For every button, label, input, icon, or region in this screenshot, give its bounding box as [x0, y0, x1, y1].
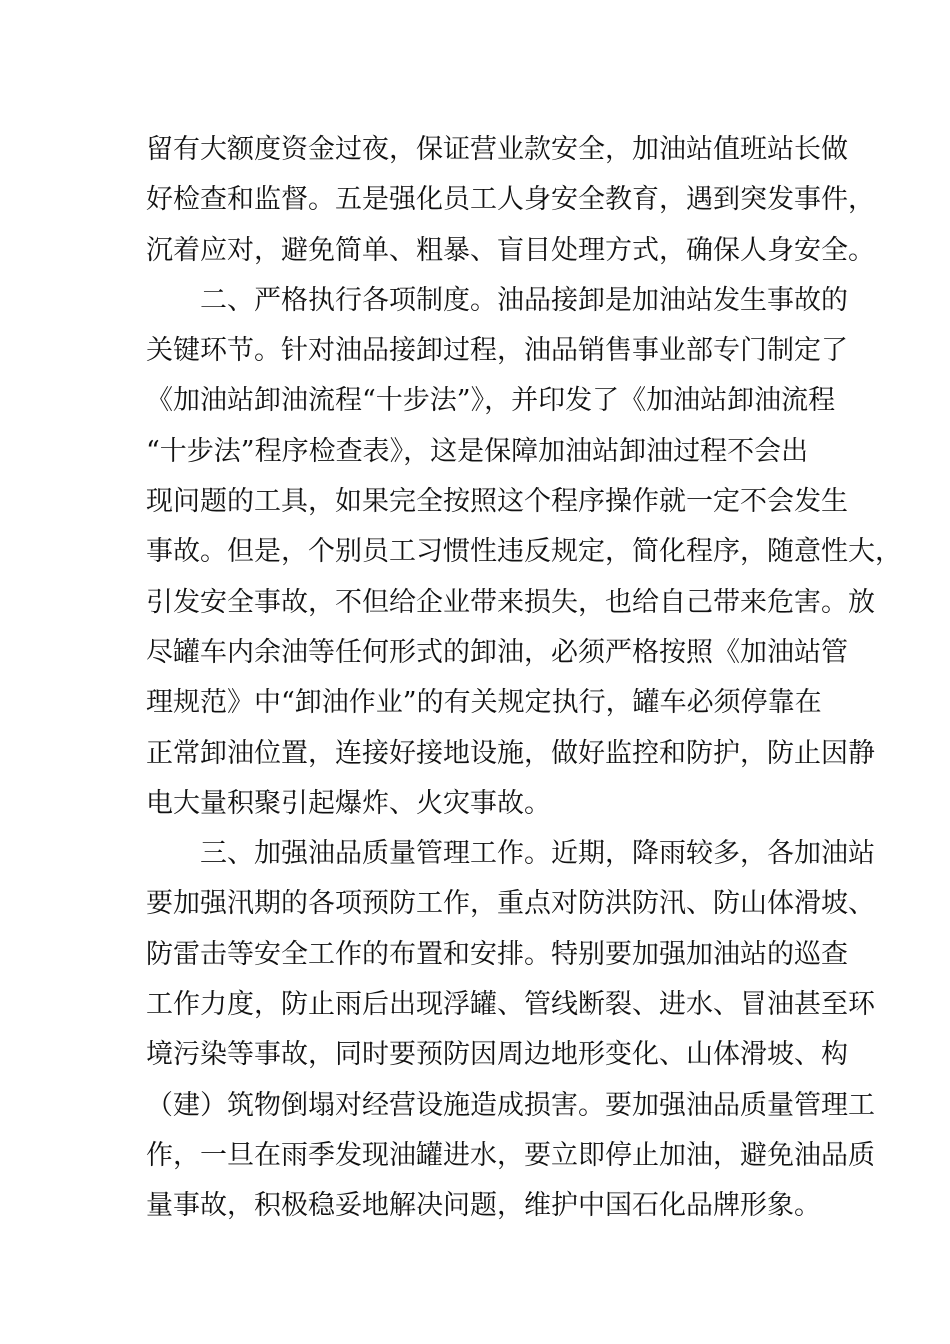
text-line: 正常卸油位置，连接好接地设施，做好监控和防护，防止因静: [146, 737, 875, 769]
text-line: （建）筑物倒塌对经营设施造成损害。要加强油品质量管理工: [146, 1089, 875, 1121]
text-line: 作，一旦在雨季发现油罐进水，要立即停止加油，避免油品质: [146, 1139, 875, 1171]
text-line: 引发安全事故，不但给企业带来损失，也给自己带来危害。放: [146, 586, 875, 618]
text-line: 境污染等事故，同时要预防因周边地形变化、山体滑坡、构: [146, 1039, 848, 1071]
text-line: 电大量积聚引起爆炸、火灾事故。: [146, 787, 551, 819]
text-line: 留有大额度资金过夜，保证营业款安全，加油站值班站长做: [146, 134, 848, 165]
text-line: 理规范》中“卸油作业”的有关规定执行，罐车必须停靠在: [146, 687, 822, 719]
text-line: 工作力度，防止雨后出现浮罐、管线断裂、进水、冒油甚至环: [146, 989, 875, 1021]
text-line: 防雷击等安全工作的布置和安排。特别要加强加油站的巡查: [146, 938, 848, 970]
text-line: 《加油站卸油流程“十步法”》，并印发了《加油站卸油流程: [146, 385, 836, 417]
text-line: 尽罐车内余油等任何形式的卸油，必须严格按照《加油站管: [146, 636, 848, 668]
body-text: [146, 125, 902, 1232]
text-line: 事故。但是，个别员工习惯性违反规定，简化程序，随意性大，: [146, 536, 902, 568]
paragraph-section-3: [146, 829, 875, 1231]
text-line: 关键环节。针对油品接卸过程，油品销售事业部专门制定了: [146, 335, 848, 367]
section-heading-line: 二、严格执行各项制度。油品接卸是加油站发生事故的: [200, 284, 848, 316]
text-line: 沉着应对，避免简单、粗暴、盲目处理方式，确保人身安全。: [146, 234, 875, 266]
paragraph-section-2: [146, 276, 902, 829]
text-line: 好检查和监督。五是强化员工人身安全教育，遇到突发事件，: [146, 184, 875, 216]
text-line: 要加强汛期的各项预防工作，重点对防洪防汛、防山体滑坡、: [146, 888, 875, 920]
section-heading-line: 三、加强油品质量管理工作。近期，降雨较多，各加油站: [200, 838, 875, 870]
paragraph-continuation: [146, 125, 875, 276]
text-line: 量事故，积极稳妥地解决问题，维护中国石化品牌形象。: [146, 1190, 821, 1222]
text-line: 现问题的工具，如果完全按照这个程序操作就一定不会发生: [146, 486, 848, 518]
text-line: “十步法”程序检查表》，这是保障加油站卸油过程不会出: [146, 435, 809, 467]
